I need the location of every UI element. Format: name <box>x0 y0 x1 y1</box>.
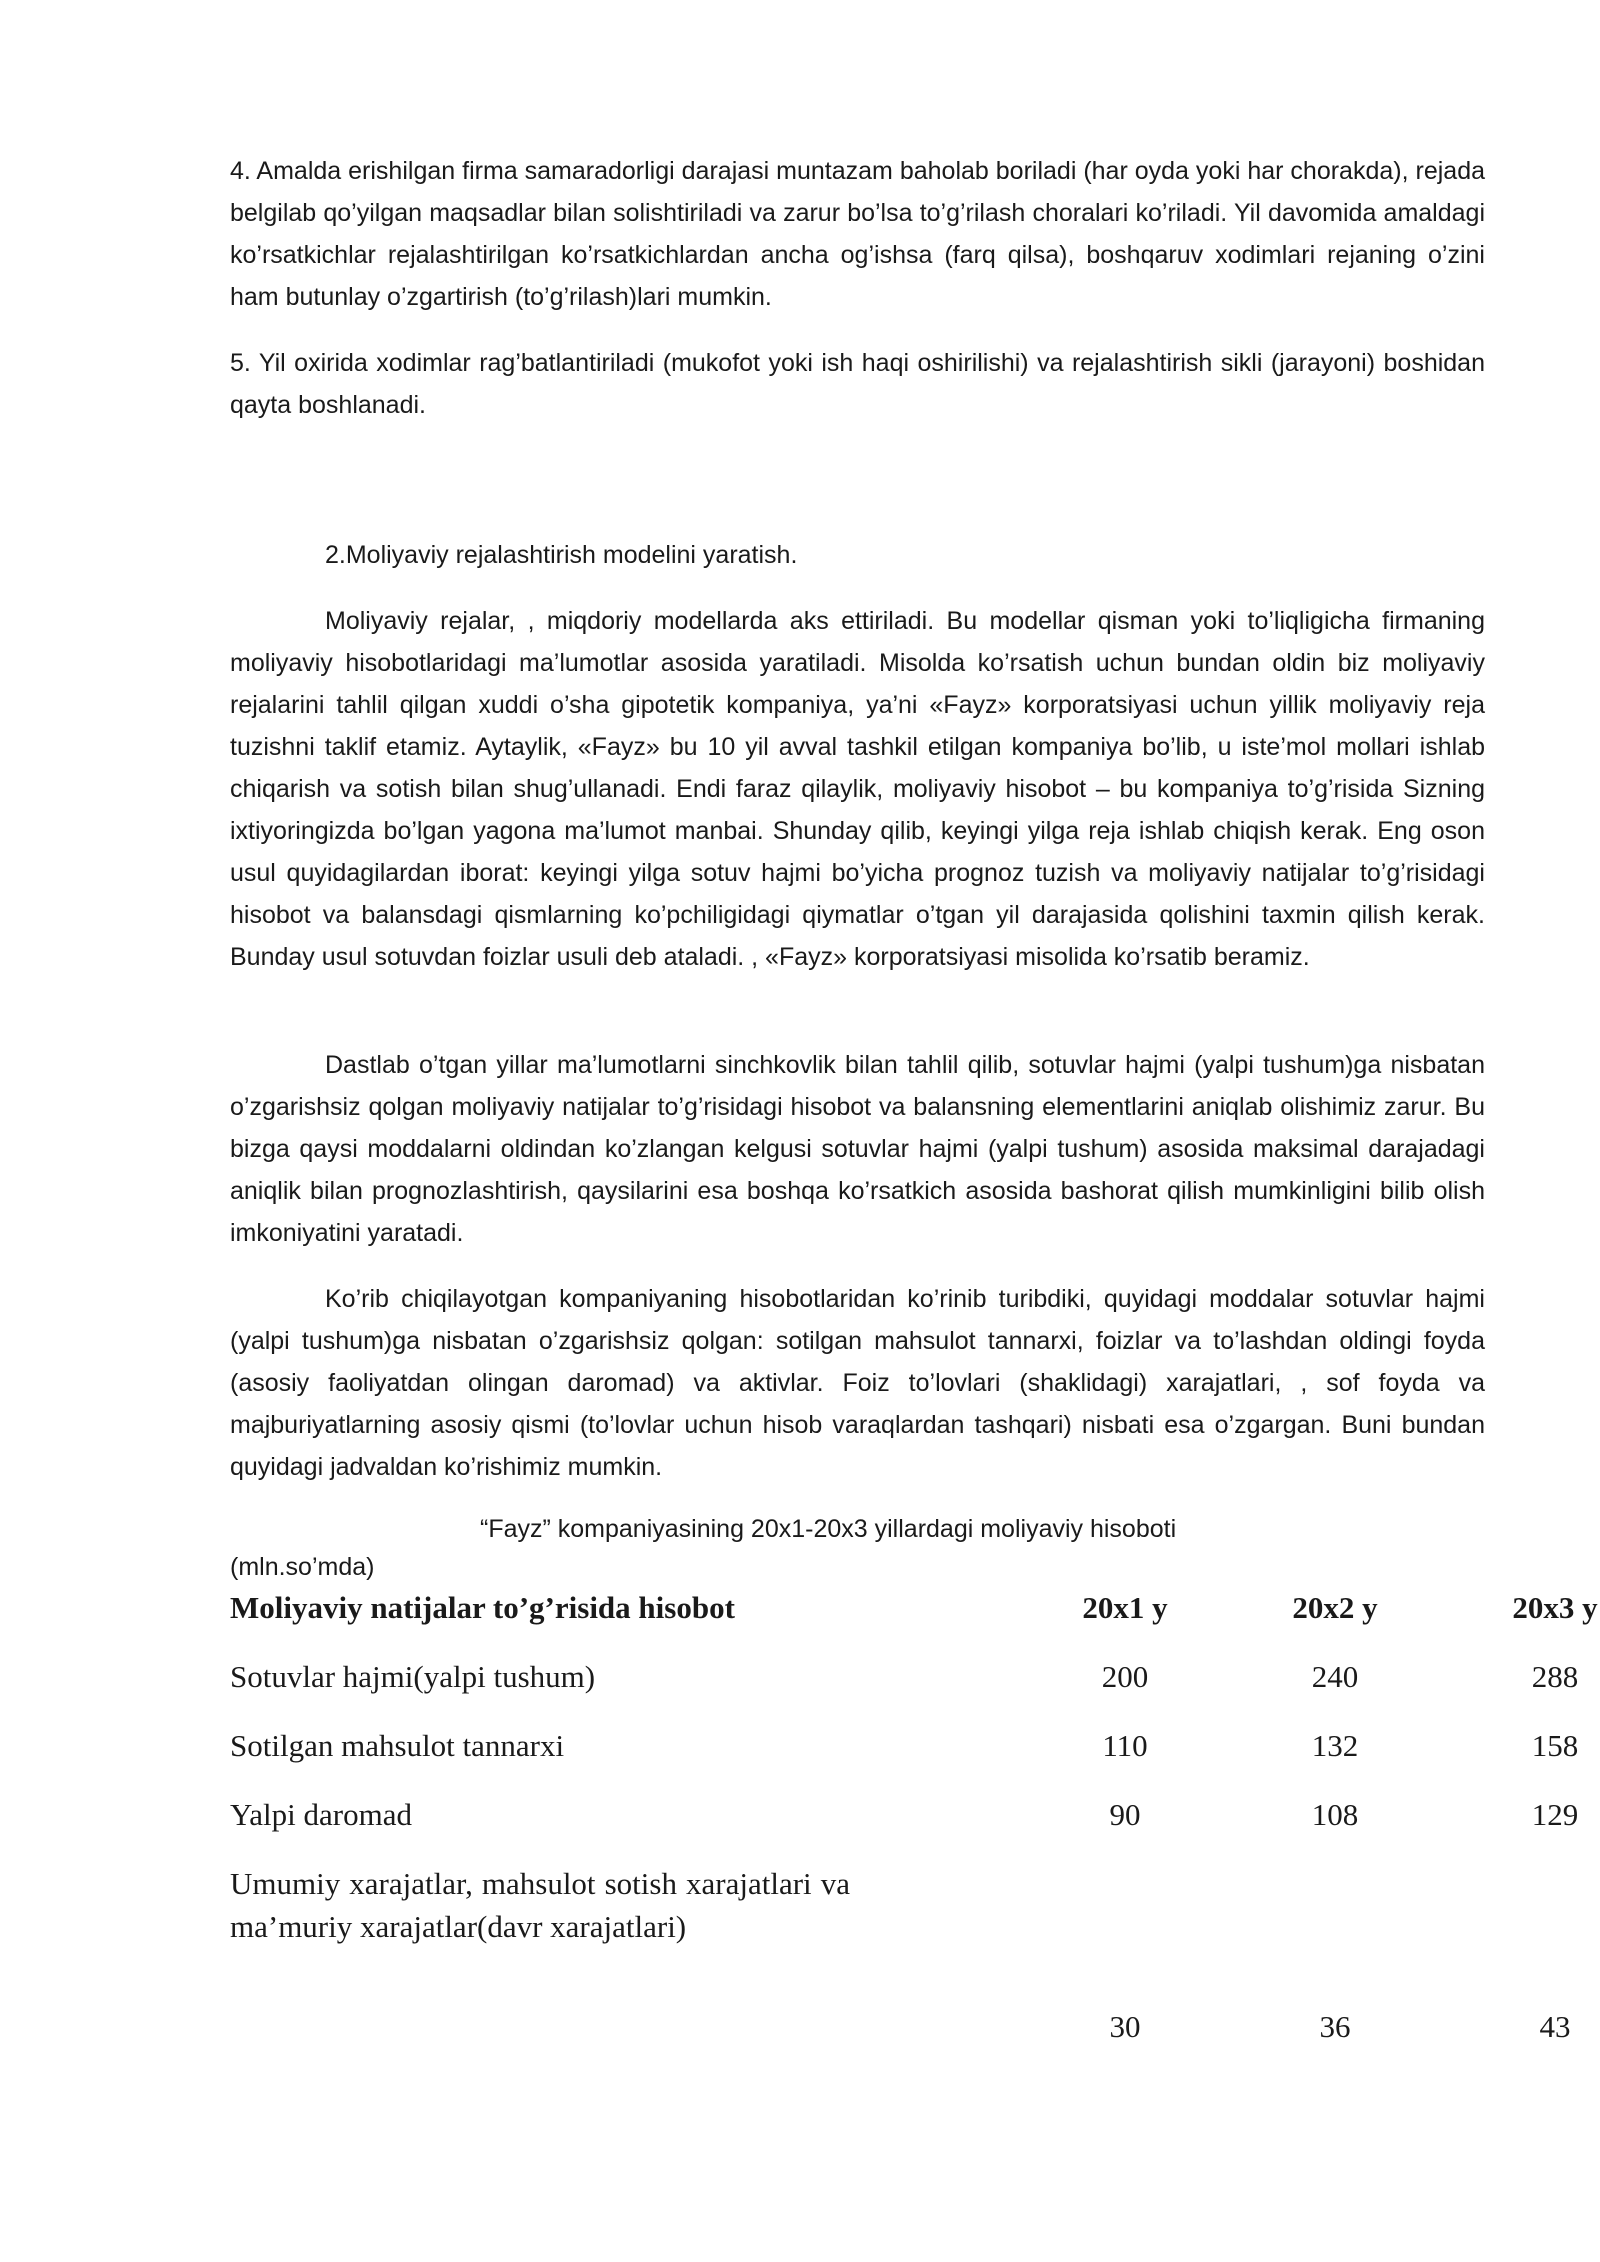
table-header-year-2: 20x2 y <box>1292 1590 1378 1625</box>
table-title: “Fayz” kompaniyasining 20x1-20x3 yillardagi moliyaviy hisoboti <box>480 1515 1177 1543</box>
paragraph-analysis <box>230 1044 1485 1254</box>
paragraph-text: 5. Yil oxirida xodimlar rag’batlantiriladi (mukofot yoki ish haqi oshirilishi) va rejalashtirish sikli (jarayoni) boshidan qayta boshlanadi. <box>230 349 1485 419</box>
paragraph-text: 4. Amalda erishilgan firma samaradorligi darajasi muntazam baholab boriladi (har oyda yoki har chorakda), rejada belgilab qo’yilgan maqsadlar bilan solishtiriladi va zarur bo’lsa to’g’rilash choralari ko’riladi. Yil davomida amaldagi ko’rsatkichlar rejalashtirilgan ko’rsatkichlardan ancha og’ishsa (farq qilsa), boshqaruv xodimlari rejaning o’zini ham butunlay o’zgartirish (to’g’rilash)lari mumkin. <box>230 157 1485 311</box>
section-heading-text: 2.Moliyaviy rejalashtirish modelini yaratish. <box>325 541 798 569</box>
table-header-year-3: 20x3 y <box>1512 1590 1598 1625</box>
paragraph-financial-plans <box>230 600 1485 978</box>
table-header-year-1: 20x1 y <box>1082 1590 1168 1625</box>
table-unit: (mln.so’mda) <box>230 1553 375 1581</box>
row-value-year-3: 43 <box>1539 2009 1571 2044</box>
row-value-year-2: 108 <box>1311 1797 1359 1832</box>
row-value-year-2: 132 <box>1311 1728 1359 1763</box>
row-label: Sotuvlar hajmi(yalpi tushum) <box>230 1659 596 1694</box>
paragraph-text: Moliyaviy rejalar, , miqdoriy modellarda aks ettiriladi. Bu modellar qisman yoki to’liqligicha firmaning moliyaviy hisobotlaridagi ma’lumotlar asosida yaratiladi. Misolda ko’rsatish uchun bundan oldin biz moliyaviy rejalarini tahlil qilgan xuddi o’sha gipotetik kompaniya, ya’ni «Fayz» korporatsiyasi uchun yillik moliyaviy reja tuzishni taklif etamiz. Aytaylik, «Fayz» bu 10 yil avval tashkil etilgan kompaniya bo’lib, u iste’mol mollari ishlab chiqarish va sotish bilan shug’ullanadi. Endi faraz qilaylik, moliyaviy hisobot – bu kompaniya to’g’risida Sizning ixtiyoringizda bo’lgan yagona ma’lumot manbai. Shunday qilib, keyingi yilga reja ishlab chiqish kerak. Eng oson usul quyidagilardan iborat: keyingi yilga sotuv hajmi bo’yicha prognoz tuzish va moliyaviy natijalar to’g’risidagi hisobot va balansdagi qismlarning ko’pchiligidagi qiymatlar o’tgan yil darajasida qolishini taxmin qilish kerak. Bunday usul sotuvdan foizlar usuli deb ataladi. , «Fayz» korporatsiyasi misolida ko’rsatib beramiz. <box>230 607 1485 971</box>
table-header-label: Moliyaviy natijalar to’g’risida hisobot <box>230 1590 735 1625</box>
paragraph-step-5 <box>230 342 1485 426</box>
row-label: Sotilgan mahsulot tannarxi <box>230 1728 565 1763</box>
row-label: Yalpi daromad <box>230 1797 412 1832</box>
row-value-year-1: 200 <box>1101 1659 1149 1694</box>
row-value-year-1: 90 <box>1109 1797 1141 1832</box>
paragraph-text: Dastlab o’tgan yillar ma’lumotlarni sinchkovlik bilan tahlil qilib, sotuvlar hajmi (yalpi tushum)ga nisbatan o’zgarishsiz qolgan moliyaviy natijalar to’g’risidagi hisobot va balansning elementlarini aniqlab olishimiz zarur. Bu bizga qaysi moddalarni oldindan ko’zlangan kelgusi sotuvlar hajmi (yalpi tushum) asosida maksimal darajadagi aniqlik bilan prognozlashtirish, qaysilarini esa boshqa ko’rsatkich asosida bashorat qilish mumkinligini bilib olish imkoniyatini yaratadi. <box>230 1051 1485 1247</box>
paragraph-items <box>230 1278 1485 1488</box>
paragraph-text: Ko’rib chiqilayotgan kompaniyaning hisobotlaridan ko’rinib turibdiki, quyidagi moddalar sotuvlar hajmi (yalpi tushum)ga nisbatan o’zgarishsiz qolgan: sotilgan mahsulot tannarxi, foizlar va to’lashdan oldingi foyda (asosiy faoliyatdan olingan daromad) va aktivlar. Foiz to’lovlari (shaklidagi) xarajatlari, , sof foyda va majburiyatlarning asosiy qismi (to’lovlar uchun hisob varaqlardan tashqari) nisbati esa o’zgargan. Buni bundan quyidagi jadvaldan ko’rishimiz mumkin. <box>230 1285 1485 1481</box>
row-value-year-1: 110 <box>1102 1728 1148 1763</box>
paragraph-step-4 <box>230 150 1485 318</box>
row-value-year-3: 129 <box>1531 1797 1579 1832</box>
row-label: Umumiy xarajatlar, mahsulot sotish xarajatlari va ma’muriy xarajatlar(davr xarajatlari) <box>230 1866 850 1944</box>
row-value-year-2: 36 <box>1319 2009 1351 2044</box>
section-heading <box>230 534 1485 576</box>
row-value-year-1: 30 <box>1109 2009 1141 2044</box>
row-value-year-3: 158 <box>1531 1728 1579 1763</box>
row-value-year-2: 240 <box>1311 1659 1359 1694</box>
row-value-year-3: 288 <box>1531 1659 1579 1694</box>
